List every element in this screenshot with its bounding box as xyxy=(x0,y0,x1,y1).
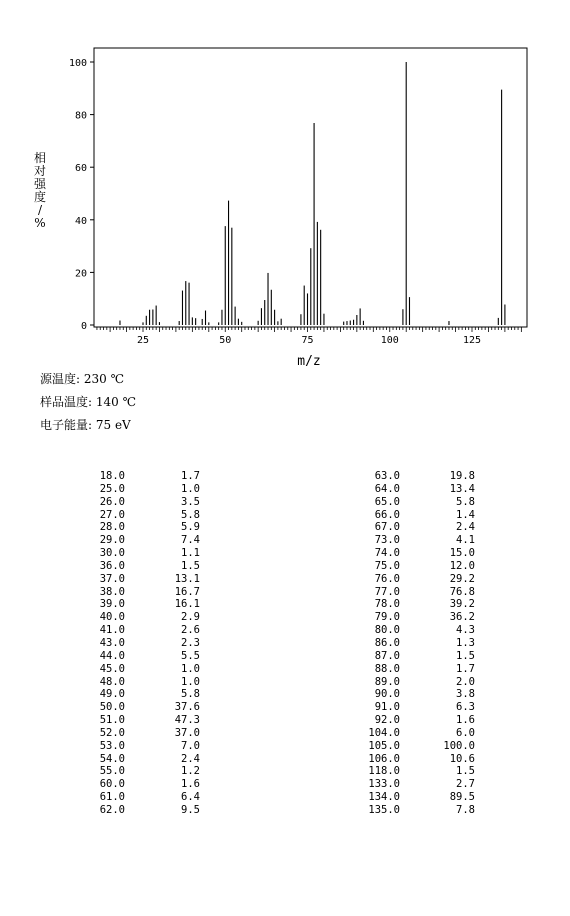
intensity-value: 1.6 xyxy=(456,714,475,727)
intensity-value: 7.0 xyxy=(181,739,200,752)
table-row xyxy=(70,470,200,483)
table-row xyxy=(70,804,200,817)
table-row xyxy=(70,791,200,804)
mz-value: 26.0 xyxy=(99,495,125,508)
y-axis-label: 相对强度/ % xyxy=(33,151,47,230)
chart-ticks xyxy=(69,58,521,346)
table-row xyxy=(345,765,475,778)
mass-spectrum-chart xyxy=(0,0,570,380)
table-row xyxy=(70,509,200,522)
mz-value: 37.0 xyxy=(99,572,125,585)
intensity-value: 39.2 xyxy=(449,598,475,611)
mz-value: 51.0 xyxy=(99,714,125,727)
mz-value: 41.0 xyxy=(99,624,125,637)
intensity-value: 2.4 xyxy=(456,521,475,534)
intensity-value: 2.6 xyxy=(181,624,200,637)
table-row xyxy=(345,701,475,714)
table-row xyxy=(70,560,200,573)
mz-value: 90.0 xyxy=(374,688,400,701)
mz-value: 30.0 xyxy=(99,547,125,560)
intensity-value: 6.0 xyxy=(456,726,475,739)
intensity-value: 19.8 xyxy=(449,470,475,482)
x-tick-label: 100 xyxy=(380,335,399,346)
table-row xyxy=(345,650,475,663)
peak-table-right xyxy=(345,470,475,817)
table-row xyxy=(345,560,475,573)
x-axis-label: m/z xyxy=(297,354,321,369)
mz-value: 65.0 xyxy=(374,495,400,508)
table-row xyxy=(70,727,200,740)
intensity-value: 13.4 xyxy=(449,482,475,495)
mz-value: 54.0 xyxy=(99,752,125,765)
sample-temperature: 样品温度: 140 ℃ xyxy=(40,395,137,409)
table-row xyxy=(345,714,475,727)
intensity-value: 4.1 xyxy=(456,534,475,547)
y-tick-label: 20 xyxy=(74,268,87,280)
intensity-value: 15.0 xyxy=(449,547,475,560)
table-row xyxy=(70,521,200,534)
intensity-value: 5.9 xyxy=(181,521,200,534)
table-row xyxy=(70,714,200,727)
table-row xyxy=(70,598,200,611)
mz-value: 36.0 xyxy=(99,559,125,572)
mz-value: 27.0 xyxy=(99,508,125,521)
intensity-value: 1.7 xyxy=(456,662,475,675)
intensity-value: 1.1 xyxy=(181,547,200,560)
intensity-value: 47.3 xyxy=(174,714,200,727)
table-row xyxy=(70,624,200,637)
mz-value: 18.0 xyxy=(99,470,125,482)
intensity-value: 1.0 xyxy=(181,482,200,495)
intensity-value: 1.6 xyxy=(181,778,200,791)
mz-value: 44.0 xyxy=(99,649,125,662)
intensity-value: 3.5 xyxy=(181,495,200,508)
mz-value: 38.0 xyxy=(99,585,125,598)
intensity-value: 1.5 xyxy=(181,559,200,572)
mz-value: 91.0 xyxy=(374,701,400,714)
mz-value: 106.0 xyxy=(368,752,400,765)
intensity-value: 1.5 xyxy=(456,649,475,662)
table-row xyxy=(345,727,475,740)
table-row xyxy=(70,637,200,650)
table-row xyxy=(70,534,200,547)
table-row xyxy=(70,753,200,766)
table-row xyxy=(345,534,475,547)
intensity-value: 10.6 xyxy=(449,752,475,765)
mz-value: 79.0 xyxy=(374,611,400,624)
intensity-value: 89.5 xyxy=(449,791,475,804)
mz-value: 73.0 xyxy=(374,534,400,547)
mz-value: 48.0 xyxy=(99,675,125,688)
electron-energy: 电子能量: 75 eV xyxy=(40,418,131,432)
intensity-value: 9.5 xyxy=(181,803,200,816)
mz-value: 77.0 xyxy=(374,585,400,598)
intensity-value: 6.4 xyxy=(181,791,200,804)
table-row xyxy=(345,586,475,599)
mz-value: 66.0 xyxy=(374,508,400,521)
mz-value: 135.0 xyxy=(368,803,400,816)
mz-value: 29.0 xyxy=(99,534,125,547)
table-row xyxy=(345,676,475,689)
mz-value: 89.0 xyxy=(374,675,400,688)
table-row xyxy=(70,663,200,676)
table-row xyxy=(70,586,200,599)
mz-value: 55.0 xyxy=(99,765,125,778)
intensity-value: 5.8 xyxy=(456,495,475,508)
intensity-value: 4.3 xyxy=(456,624,475,637)
mz-value: 52.0 xyxy=(99,726,125,739)
table-row xyxy=(345,573,475,586)
intensity-value: 1.3 xyxy=(456,636,475,649)
mz-value: 64.0 xyxy=(374,482,400,495)
source-temperature: 源温度: 230 ℃ xyxy=(40,372,125,386)
intensity-value: 2.7 xyxy=(456,778,475,791)
mz-value: 39.0 xyxy=(99,598,125,611)
y-tick-label: 60 xyxy=(74,163,87,175)
intensity-value: 1.0 xyxy=(181,675,200,688)
table-row xyxy=(345,663,475,676)
table-row xyxy=(345,624,475,637)
mz-value: 49.0 xyxy=(99,688,125,701)
mz-value: 87.0 xyxy=(374,649,400,662)
mz-value: 60.0 xyxy=(99,778,125,791)
mz-value: 62.0 xyxy=(99,803,125,816)
intensity-value: 5.8 xyxy=(181,508,200,521)
mz-value: 63.0 xyxy=(374,470,400,482)
intensity-value: 6.3 xyxy=(456,701,475,714)
table-row xyxy=(70,483,200,496)
table-row xyxy=(345,804,475,817)
x-tick-label: 25 xyxy=(136,335,150,346)
mz-value: 50.0 xyxy=(99,701,125,714)
mz-value: 67.0 xyxy=(374,521,400,534)
mz-value: 76.0 xyxy=(374,572,400,585)
mz-value: 86.0 xyxy=(374,636,400,649)
intensity-value: 100.0 xyxy=(443,739,475,752)
mz-value: 78.0 xyxy=(374,598,400,611)
mz-value: 43.0 xyxy=(99,636,125,649)
table-row xyxy=(345,753,475,766)
intensity-value: 1.4 xyxy=(456,508,475,521)
table-row xyxy=(345,688,475,701)
mz-value: 134.0 xyxy=(368,791,400,804)
mz-value: 74.0 xyxy=(374,547,400,560)
chart-peaks xyxy=(120,62,505,325)
y-tick-label: 80 xyxy=(74,110,87,122)
intensity-value: 36.2 xyxy=(449,611,475,624)
intensity-value: 3.8 xyxy=(456,688,475,701)
table-row xyxy=(70,650,200,663)
intensity-value: 1.2 xyxy=(181,765,200,778)
table-row xyxy=(345,740,475,753)
table-row xyxy=(70,688,200,701)
y-tick-label: 40 xyxy=(74,215,87,227)
mz-value: 92.0 xyxy=(374,714,400,727)
table-row xyxy=(345,547,475,560)
intensity-value: 2.4 xyxy=(181,752,200,765)
intensity-value: 1.7 xyxy=(181,470,200,482)
intensity-value: 16.7 xyxy=(174,585,200,598)
table-row xyxy=(345,611,475,624)
x-tick-label: 125 xyxy=(462,335,482,346)
mz-value: 80.0 xyxy=(374,624,400,637)
intensity-value: 2.9 xyxy=(181,611,200,624)
mz-value: 105.0 xyxy=(368,739,400,752)
intensity-value: 37.6 xyxy=(174,701,200,714)
mz-value: 28.0 xyxy=(99,521,125,534)
mz-value: 53.0 xyxy=(99,739,125,752)
x-tick-label: 75 xyxy=(301,335,314,346)
table-row xyxy=(70,611,200,624)
peak-table-left xyxy=(70,470,200,817)
y-tick-label: 0 xyxy=(80,321,87,332)
intensity-value: 13.1 xyxy=(174,572,200,585)
table-row xyxy=(70,547,200,560)
intensity-value: 5.8 xyxy=(181,688,200,701)
intensity-value: 29.2 xyxy=(449,572,475,585)
table-row xyxy=(345,496,475,509)
table-row xyxy=(70,701,200,714)
intensity-value: 16.1 xyxy=(174,598,200,611)
mz-value: 45.0 xyxy=(99,662,125,675)
intensity-value: 7.4 xyxy=(181,534,200,547)
mz-value: 61.0 xyxy=(99,791,125,804)
intensity-value: 2.0 xyxy=(456,675,475,688)
table-row xyxy=(345,483,475,496)
table-row xyxy=(70,765,200,778)
table-row xyxy=(345,598,475,611)
table-row xyxy=(70,496,200,509)
table-row xyxy=(70,676,200,689)
table-row xyxy=(70,778,200,791)
table-row xyxy=(345,521,475,534)
mz-value: 25.0 xyxy=(99,482,125,495)
table-row xyxy=(345,509,475,522)
table-row xyxy=(345,791,475,804)
mz-value: 104.0 xyxy=(368,726,400,739)
y-tick-label: 100 xyxy=(68,58,87,69)
intensity-value: 5.5 xyxy=(181,649,200,662)
intensity-value: 1.5 xyxy=(456,765,475,778)
table-row xyxy=(345,637,475,650)
x-tick-label: 50 xyxy=(219,335,232,346)
table-row xyxy=(70,740,200,753)
intensity-value: 37.0 xyxy=(174,726,200,739)
table-row xyxy=(345,470,475,483)
intensity-value: 1.0 xyxy=(181,662,200,675)
intensity-value: 7.8 xyxy=(456,803,475,816)
mz-value: 88.0 xyxy=(374,662,400,675)
table-row xyxy=(70,573,200,586)
mz-value: 133.0 xyxy=(368,778,400,791)
intensity-value: 12.0 xyxy=(449,559,475,572)
mz-value: 118.0 xyxy=(368,765,400,778)
mz-value: 40.0 xyxy=(99,611,125,624)
intensity-value: 2.3 xyxy=(181,636,200,649)
table-row xyxy=(345,778,475,791)
mz-value: 75.0 xyxy=(374,559,400,572)
intensity-value: 76.8 xyxy=(449,585,475,598)
